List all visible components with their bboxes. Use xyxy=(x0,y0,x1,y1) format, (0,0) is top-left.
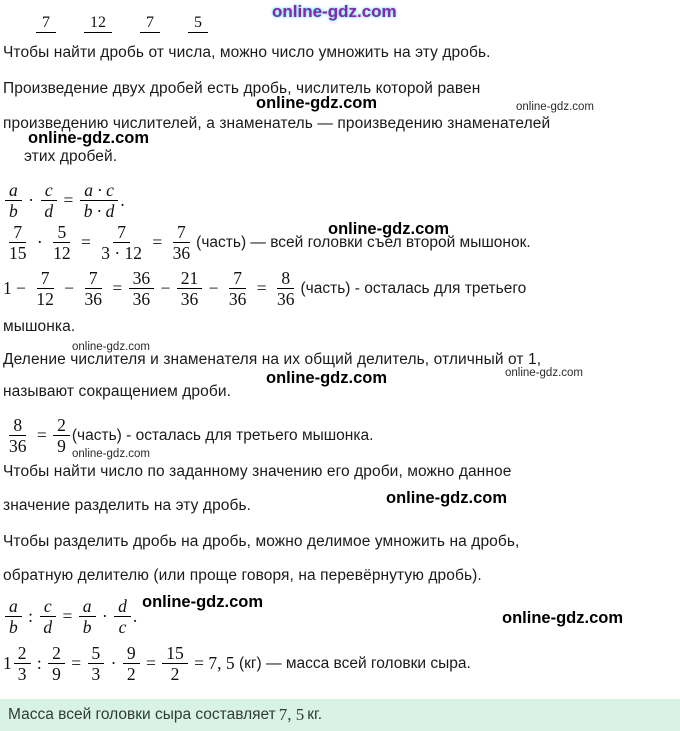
fraction-numerator: a xyxy=(5,180,22,201)
fraction-numerator: 7 xyxy=(113,222,130,243)
math-text: − xyxy=(59,278,79,299)
text-line-rule3b: называют сокращением дроби. xyxy=(3,383,232,400)
math-text: . xyxy=(132,606,138,627)
fraction-denominator: d xyxy=(44,201,54,222)
math-text: = xyxy=(59,190,78,211)
text-line-rule1: Чтобы найти дробь от числа, можно число умножить на эту дробь. xyxy=(3,44,491,61)
fraction xyxy=(225,268,251,309)
watermark-small-2: online-gdz.com xyxy=(72,341,150,353)
fraction xyxy=(48,643,65,684)
fraction xyxy=(32,268,58,309)
fraction-numerator: 5 xyxy=(188,14,208,33)
watermark-bold-4: online-gdz.com xyxy=(266,369,387,387)
fraction xyxy=(177,268,203,309)
fraction-numerator: 5 xyxy=(88,643,105,664)
fraction-denominator: 36 xyxy=(84,289,102,310)
text-line-rule3a: Деление числителя и знаменателя на их общий делитель, отличный от 1, xyxy=(3,351,542,368)
watermark-top: online-gdz.com xyxy=(272,2,397,21)
fraction xyxy=(114,596,131,637)
fraction-numerator: 7 xyxy=(37,268,54,289)
fraction-denominator: d xyxy=(43,617,53,638)
fraction-numerator: 7 xyxy=(173,222,190,243)
watermark-bold-5: online-gdz.com xyxy=(386,489,507,507)
fraction-numerator: 9 xyxy=(123,643,140,664)
math-text: : xyxy=(32,653,47,674)
fraction xyxy=(84,14,112,33)
fraction-denominator: 12 xyxy=(36,289,54,310)
math-text: · xyxy=(32,232,48,253)
math-text: · xyxy=(97,606,113,627)
text-line-rule4a: Чтобы найти число по заданному значению его дроби, можно данное xyxy=(3,463,512,480)
fraction-denominator: 12 xyxy=(53,243,71,264)
math-line-division-rule xyxy=(3,596,137,637)
math-text: : xyxy=(23,606,38,627)
fraction xyxy=(140,14,160,33)
math-text: 1 xyxy=(3,653,12,674)
math-line-fragment xyxy=(36,14,236,33)
fraction xyxy=(273,268,299,309)
fraction-denominator: 2 xyxy=(170,664,180,685)
text-line-rule4b: значение разделить на эту дробь. xyxy=(3,497,252,514)
fraction-numerator: 8 xyxy=(277,268,294,289)
math-text: = xyxy=(252,278,271,299)
fraction xyxy=(14,643,31,684)
fraction-numerator: c xyxy=(41,180,57,201)
fraction xyxy=(79,596,96,637)
fraction-denominator: 3 xyxy=(91,664,101,685)
fraction-numerator: d xyxy=(114,596,131,617)
fraction-denominator: b xyxy=(82,617,92,638)
fraction xyxy=(5,222,31,263)
fraction-numerator: a · c xyxy=(80,180,118,201)
text-line-rule2a: Произведение двух дробей есть дробь, числитель которой равен xyxy=(3,80,481,97)
answer-unit: кг. xyxy=(307,706,323,723)
watermark-bold-1: online-gdz.com xyxy=(256,94,377,112)
watermark-small-3: online-gdz.com xyxy=(505,367,583,379)
answer-value: 7, 5 xyxy=(278,705,305,724)
fraction-numerator: c xyxy=(40,596,56,617)
text-line-rule2b: произведению числителей, а знаменатель — произведению знаменателей xyxy=(3,115,551,132)
math-text: . xyxy=(120,190,125,211)
fraction-denominator: 3 · 12 xyxy=(101,243,143,264)
fraction xyxy=(123,643,140,684)
fraction xyxy=(5,596,22,637)
fraction-denominator: 36 xyxy=(228,289,247,310)
fraction-denominator: b · d xyxy=(83,201,115,222)
fraction-numerator: 12 xyxy=(84,14,112,33)
fraction-denominator: 3 xyxy=(17,664,27,685)
fraction-numerator: 8 xyxy=(9,415,26,436)
math-text: = xyxy=(76,232,96,253)
fraction xyxy=(129,268,155,309)
math-text: · xyxy=(23,190,39,211)
answer-bar xyxy=(0,699,680,731)
fraction-numerator: 21 xyxy=(177,268,203,289)
watermark-bold-7: online-gdz.com xyxy=(502,609,623,627)
fraction-denominator: 36 xyxy=(277,289,295,310)
math-text: = 7, 5 xyxy=(189,653,239,674)
watermark-bold-2: online-gdz.com xyxy=(28,129,149,147)
fraction xyxy=(36,14,56,33)
fraction-denominator: 9 xyxy=(57,436,66,457)
fraction-numerator: 7 xyxy=(85,268,102,289)
fraction-denominator: 9 xyxy=(52,664,61,685)
text-line-rule2c: этих дробей. xyxy=(24,148,118,165)
fraction-numerator: 36 xyxy=(129,268,155,289)
math-text: (часть) - осталась для третьего xyxy=(300,279,527,297)
math-line-reduced xyxy=(3,415,373,456)
fraction xyxy=(169,222,195,263)
fraction xyxy=(97,222,146,263)
fraction-denominator: 2 xyxy=(126,664,136,685)
fraction-denominator: 15 xyxy=(9,243,27,264)
math-text: = xyxy=(32,425,52,446)
fraction xyxy=(49,222,75,263)
math-text: (часть) — всей головки съел второй мышонок. xyxy=(196,233,531,251)
fraction-numerator: 7 xyxy=(36,14,56,33)
answer-text: Масса всей головки сыра составляет xyxy=(8,706,276,723)
fraction-denominator: c xyxy=(118,617,127,638)
math-text: − xyxy=(204,278,223,299)
watermark-bold-3: online-gdz.com xyxy=(328,220,449,238)
text-line-rule5a: Чтобы разделить дробь на дробь, можно делимое умножить на дробь, xyxy=(3,533,520,550)
fraction-numerator: 7 xyxy=(9,222,26,243)
fraction-denominator: 36 xyxy=(9,436,27,457)
fraction-numerator: a xyxy=(5,596,22,617)
watermark-bold-6: online-gdz.com xyxy=(142,593,263,611)
fraction-denominator: 36 xyxy=(180,289,199,310)
fraction-numerator: 7 xyxy=(140,14,160,33)
text-line-rule5b: обратную делителю (или проще говоря, на перевёрнутую дробь). xyxy=(3,567,482,584)
fraction xyxy=(81,268,107,309)
fraction xyxy=(5,180,22,221)
fraction-numerator: 2 xyxy=(48,643,65,664)
fraction-numerator: a xyxy=(79,596,96,617)
math-text: − xyxy=(156,278,175,299)
fraction xyxy=(188,14,208,33)
fraction-denominator: 36 xyxy=(132,289,151,310)
fraction-numerator: 15 xyxy=(162,643,188,664)
fraction xyxy=(5,415,31,456)
math-text: = xyxy=(108,278,127,299)
math-text: · xyxy=(106,653,121,674)
fraction-numerator: 2 xyxy=(53,415,70,436)
fraction xyxy=(53,415,70,456)
math-text: = xyxy=(148,232,167,253)
watermark-small-1: online-gdz.com xyxy=(516,101,594,113)
math-line-second-mouse xyxy=(3,222,531,263)
math-line-product-rule xyxy=(3,180,125,221)
fraction-denominator: b xyxy=(9,201,18,222)
fraction xyxy=(162,643,188,684)
fraction xyxy=(39,596,56,637)
fraction-numerator: 5 xyxy=(53,222,70,243)
fraction-denominator: b xyxy=(9,617,18,638)
fraction-numerator: 2 xyxy=(14,643,31,664)
math-line-third-mouse xyxy=(3,268,526,309)
fraction xyxy=(40,180,57,221)
math-text: 1 − xyxy=(3,278,31,299)
math-text: (часть) - осталась для третьего мышонка. xyxy=(71,426,374,444)
math-text: = xyxy=(58,606,77,627)
fraction xyxy=(80,180,119,221)
math-text: = xyxy=(66,653,86,674)
fraction-denominator: 36 xyxy=(172,243,191,264)
text-line-mouse-tail: мышонка. xyxy=(3,318,76,335)
watermark-small-4: online-gdz.com xyxy=(72,448,150,460)
math-line-final xyxy=(3,643,471,684)
math-text: (кг) — масса всей головки сыра. xyxy=(238,654,471,672)
fraction xyxy=(88,643,105,684)
math-text: = xyxy=(141,653,161,674)
fraction-numerator: 7 xyxy=(229,268,246,289)
